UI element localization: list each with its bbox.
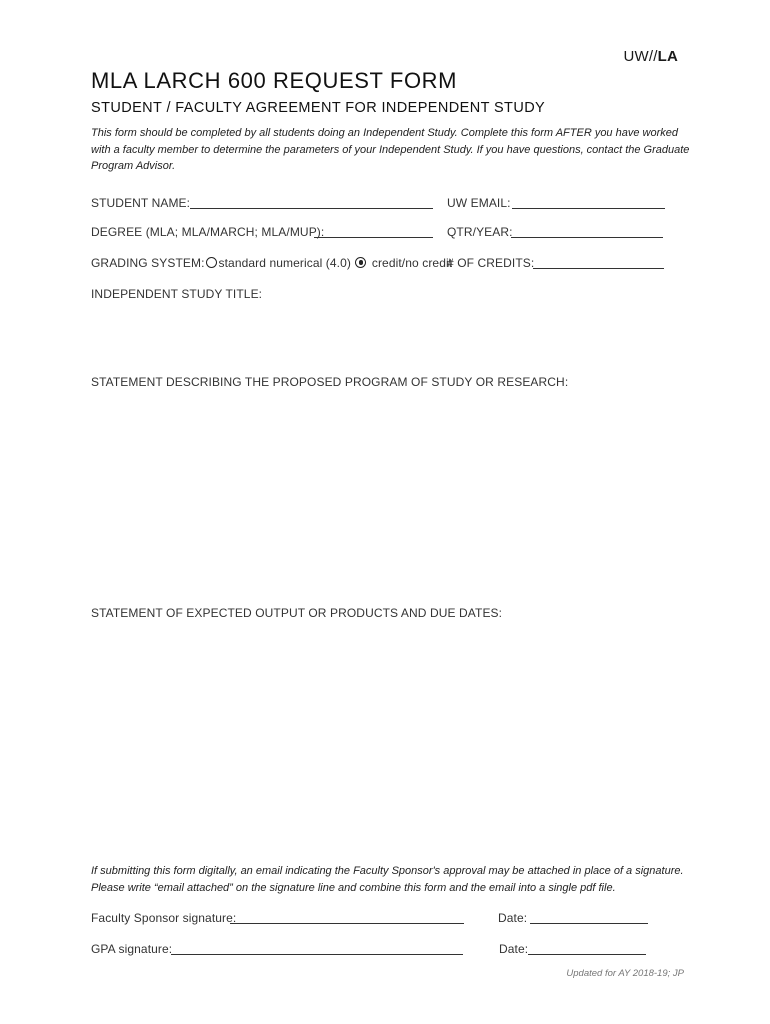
student-name-field[interactable]	[190, 208, 433, 209]
program-statement-area[interactable]	[91, 395, 691, 595]
study-title-area[interactable]	[91, 305, 691, 365]
uw-la-logo	[623, 48, 678, 65]
grading-system-label: GRADING SYSTEM:	[91, 256, 205, 270]
updated-footer: Updated for AY 2018-19; JP	[566, 968, 684, 979]
gpa-signature-label: GPA signature:	[91, 942, 173, 956]
logo-suffix: LA	[657, 48, 678, 65]
form-title: MLA LARCH 600 REQUEST FORM	[91, 68, 458, 93]
num-credits-field[interactable]	[533, 268, 664, 269]
degree-field[interactable]	[314, 237, 433, 238]
uw-email-field[interactable]	[512, 208, 665, 209]
gpa-date-field[interactable]	[528, 954, 646, 955]
credit-no-credit-radio[interactable]	[355, 257, 366, 268]
study-title-label: INDEPENDENT STUDY TITLE:	[91, 287, 263, 301]
student-name-label: STUDENT NAME:	[91, 196, 191, 210]
output-statement-area[interactable]	[91, 626, 691, 846]
digital-submission-note: If submitting this form digitally, an email indicating the Faculty Sponsor's approval may be attached in place of a signature. Please write “email attached” on the signature line and combine this form and the email into a single pdf file.	[91, 865, 684, 894]
degree-label: DEGREE (MLA; MLA/MARCH; MLA/MUP):	[91, 225, 325, 239]
faculty-date-label: Date:	[498, 911, 528, 925]
grading-system-row	[91, 256, 452, 270]
program-statement-label: STATEMENT DESCRIBING THE PROPOSED PROGRAM OF STUDY OR RESEARCH:	[91, 375, 569, 389]
qtr-year-label: QTR/YEAR:	[447, 225, 513, 239]
form-instructions: This form should be completed by all students doing an Independent Study. Complete this form AFTER you have worked with a faculty member to determine the parameters of your Independent Study. If you have questions, contact the Graduate Program Advisor.	[91, 127, 690, 172]
standard-numerical-label: standard numerical (4.0)	[218, 256, 351, 270]
gpa-date-label: Date:	[499, 942, 529, 956]
standard-numerical-radio[interactable]	[206, 257, 217, 268]
gpa-signature-field[interactable]	[171, 954, 463, 955]
faculty-signature-field[interactable]	[230, 923, 464, 924]
uw-email-label: UW EMAIL:	[447, 196, 511, 210]
logo-prefix: UW//	[623, 48, 658, 65]
faculty-signature-label: Faculty Sponsor signature:	[91, 911, 237, 925]
form-subtitle: STUDENT / FACULTY AGREEMENT FOR INDEPENDENT STUDY	[91, 100, 546, 116]
qtr-year-field[interactable]	[511, 237, 663, 238]
num-credits-label: # OF CREDITS:	[447, 256, 535, 270]
credit-no-credit-label: credit/no credit	[371, 256, 453, 270]
output-statement-label: STATEMENT OF EXPECTED OUTPUT OR PRODUCTS AND DUE DATES:	[91, 606, 503, 620]
faculty-date-field[interactable]	[530, 923, 648, 924]
